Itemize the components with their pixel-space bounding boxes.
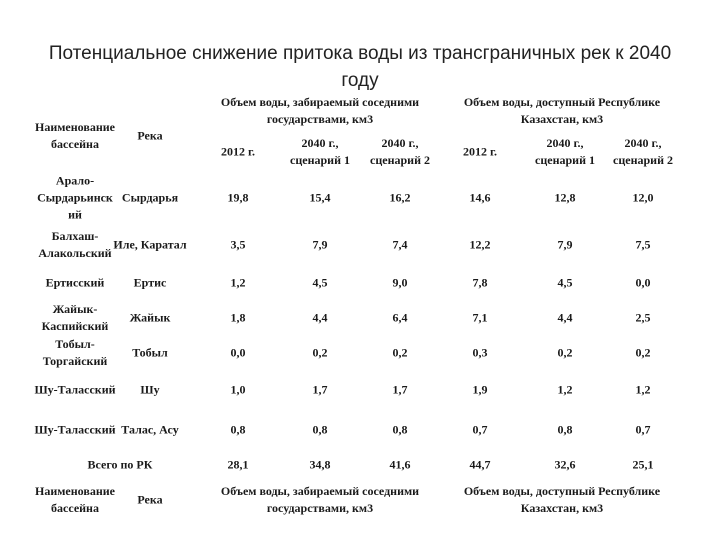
row-value: 12,0 <box>632 190 654 205</box>
header-sub-5: 2040 г., сценарий 2 <box>613 136 673 167</box>
row-value: 7,8 <box>472 275 488 290</box>
row-value: 1,7 <box>392 382 408 397</box>
row-value: 15,4 <box>309 190 331 205</box>
row-value: 4,4 <box>312 310 328 325</box>
row-value: 0,2 <box>557 345 573 360</box>
header-group-available: Объем воды, доступный Республике Казахстан, км3 <box>463 95 661 126</box>
row-value: 0,2 <box>312 345 328 360</box>
row-value: 2,5 <box>635 310 651 325</box>
row-value: 0,0 <box>230 345 246 360</box>
row-river: Ертис <box>133 275 167 290</box>
row-basin: Арало- Сырдарьинск ий <box>37 173 113 222</box>
row-value: 6,4 <box>392 310 408 325</box>
page-title: Потенциальное снижение притока воды из трансграничных рек к 2040 году <box>48 43 672 91</box>
footer-header-basin: Наименование бассейна <box>35 484 115 515</box>
row-basin: Ертисский <box>45 275 105 290</box>
row-value: 16,2 <box>389 190 411 205</box>
row-value: 0,7 <box>635 422 651 437</box>
row-value: 1,7 <box>312 382 328 397</box>
header-group-taken: Объем воды, забираемый соседними государствами, км3 <box>220 95 420 126</box>
row-value: 1,2 <box>557 382 573 397</box>
header-basin: Наименование бассейна <box>35 120 115 151</box>
footer-header-group-taken: Объем воды, забираемый соседними государствами, км3 <box>220 484 420 515</box>
row-value: 0,2 <box>392 345 408 360</box>
row-river: Талас, Асу <box>121 422 179 437</box>
row-river: Сырдарья <box>121 190 179 205</box>
row-value: 19,8 <box>227 190 249 205</box>
row-value: 3,5 <box>230 237 246 252</box>
row-value: 0,8 <box>312 422 328 437</box>
row-value: 0,7 <box>472 422 488 437</box>
footer-header-group-available: Объем воды, доступный Республике Казахстан, км3 <box>463 484 661 515</box>
total-value: 34,8 <box>309 457 331 472</box>
row-value: 0,8 <box>392 422 408 437</box>
row-value: 1,2 <box>230 275 246 290</box>
row-value: 4,5 <box>312 275 328 290</box>
row-value: 1,0 <box>230 382 246 397</box>
total-value: 32,6 <box>554 457 576 472</box>
header-sub-0: 2012 г. <box>220 144 256 159</box>
total-value: 28,1 <box>227 457 249 472</box>
total-label: Всего по РК <box>87 457 153 472</box>
row-value: 1,8 <box>230 310 246 325</box>
row-river: Иле, Каратал <box>113 237 187 252</box>
row-basin: Тобыл- Торгайский <box>42 337 108 368</box>
row-value: 12,8 <box>554 190 576 205</box>
row-value: 7,1 <box>472 310 488 325</box>
row-basin: Шу-Таласский <box>34 422 116 437</box>
footer-header-river: Река <box>137 492 163 507</box>
row-value: 0,0 <box>635 275 651 290</box>
row-basin: Жайык- Каспийский <box>41 302 109 333</box>
row-value: 7,5 <box>635 237 651 252</box>
total-value: 25,1 <box>632 457 654 472</box>
total-value: 41,6 <box>389 457 411 472</box>
row-value: 7,4 <box>392 237 408 252</box>
row-value: 0,2 <box>635 345 651 360</box>
header-river: Река <box>137 128 163 143</box>
row-value: 1,2 <box>635 382 651 397</box>
row-value: 7,9 <box>557 237 573 252</box>
row-value: 12,2 <box>469 237 491 252</box>
header-sub-2: 2040 г., сценарий 2 <box>370 136 430 167</box>
header-sub-4: 2040 г., сценарий 1 <box>535 136 595 167</box>
row-value: 4,4 <box>557 310 573 325</box>
row-value: 4,5 <box>557 275 573 290</box>
row-basin: Балхаш- Алакольский <box>38 229 112 260</box>
row-value: 0,8 <box>230 422 246 437</box>
row-river: Тобыл <box>132 345 168 360</box>
row-value: 7,9 <box>312 237 328 252</box>
row-value: 0,3 <box>472 345 488 360</box>
row-value: 14,6 <box>469 190 491 205</box>
header-sub-1: 2040 г., сценарий 1 <box>290 136 350 167</box>
row-value: 1,9 <box>472 382 488 397</box>
row-river: Шу <box>140 382 160 397</box>
total-value: 44,7 <box>469 457 491 472</box>
row-river: Жайык <box>129 310 171 325</box>
row-value: 9,0 <box>392 275 408 290</box>
row-basin: Шу-Таласский <box>34 382 116 397</box>
header-sub-3: 2012 г. <box>462 144 498 159</box>
row-value: 0,8 <box>557 422 573 437</box>
